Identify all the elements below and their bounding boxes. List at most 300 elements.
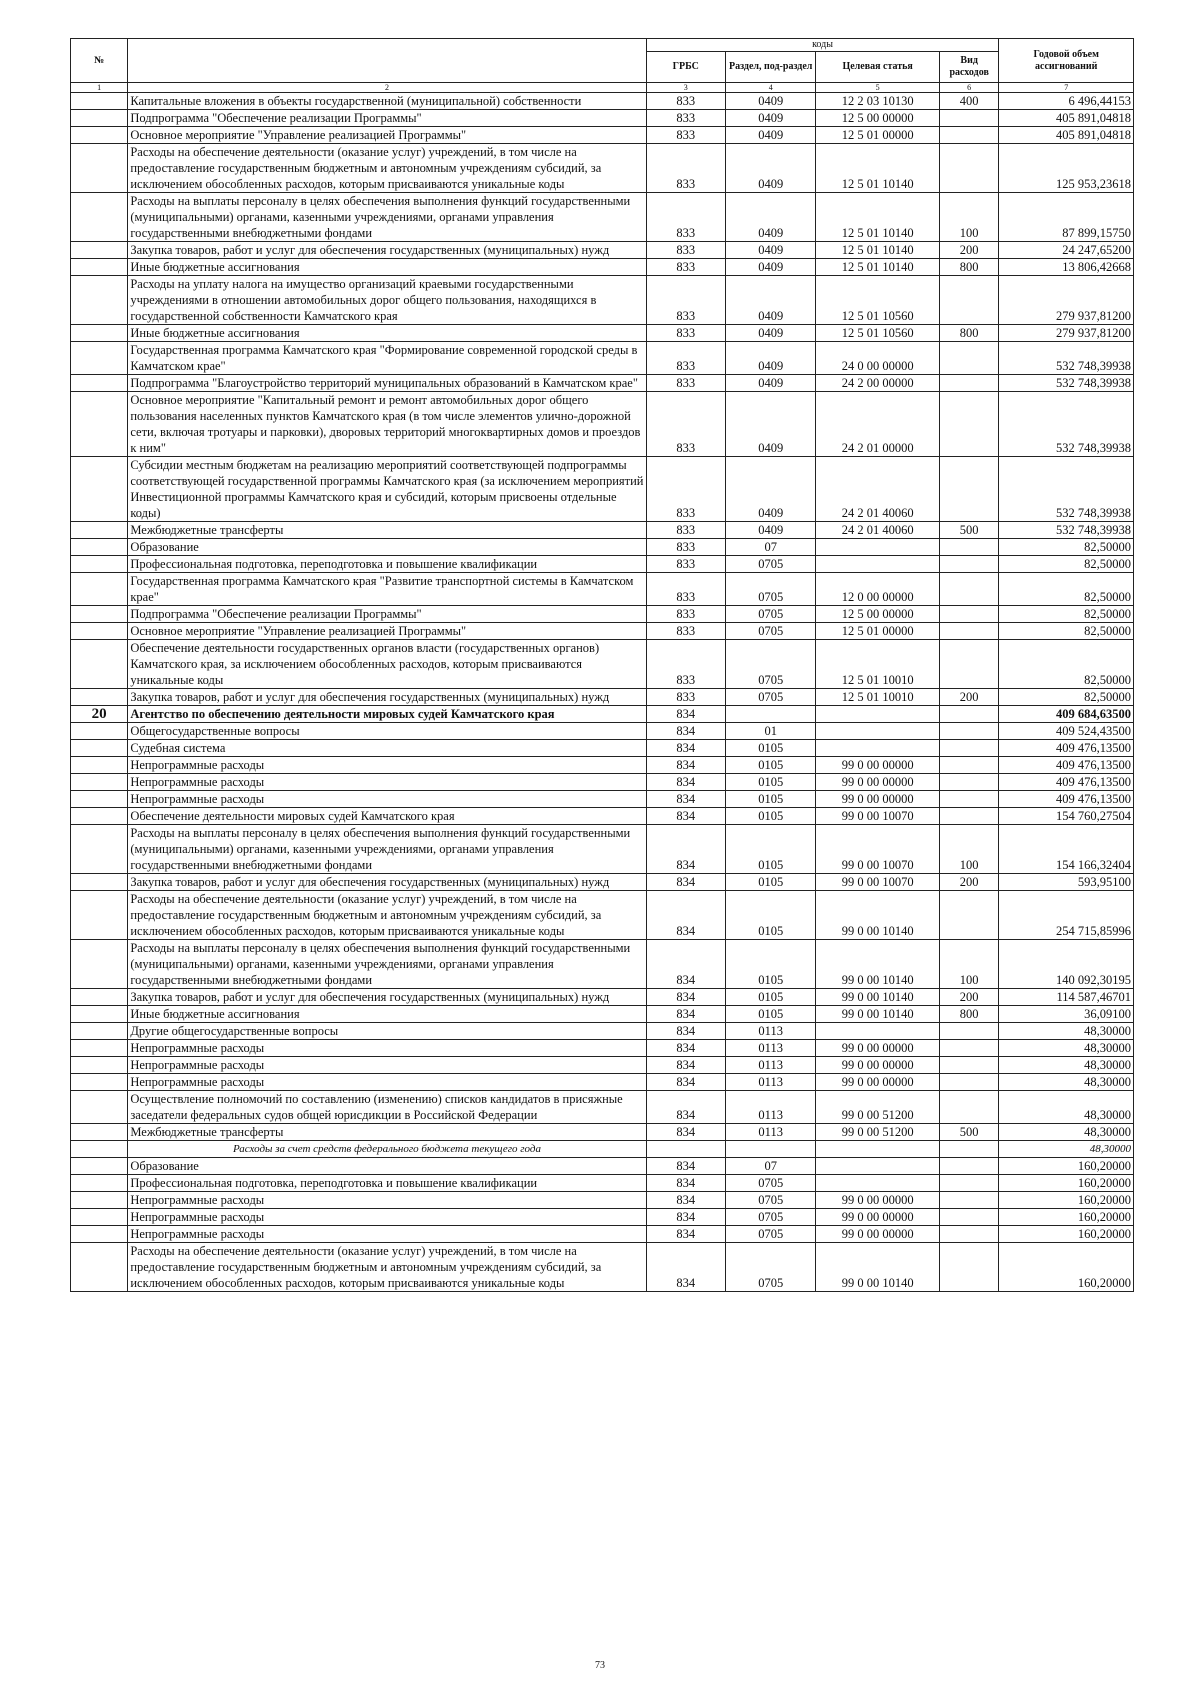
row-number: [71, 110, 128, 127]
row-number: [71, 1141, 128, 1158]
table-row: [71, 1006, 1134, 1023]
row-grbs: 834: [646, 989, 725, 1006]
row-target-code: [816, 1141, 940, 1158]
row-number: [71, 457, 128, 522]
row-number: [71, 1209, 128, 1226]
table-row: [71, 1175, 1134, 1192]
row-number: [71, 1074, 128, 1091]
table-row: [71, 640, 1134, 689]
row-grbs: 834: [646, 1175, 725, 1192]
table-row: [71, 1040, 1134, 1057]
row-target-code: 12 5 01 10140: [816, 193, 940, 242]
row-amount: 160,20000: [999, 1192, 1134, 1209]
row-name: Подпрограмма "Благоустройство территорий муниципальных образований в Камчатском крае": [128, 375, 646, 392]
row-razdel: 0705: [725, 1226, 815, 1243]
row-grbs: 833: [646, 392, 725, 457]
row-number: [71, 723, 128, 740]
row-name: Расходы на обеспечение деятельности (оказание услуг) учреждений, в том числе на предоставление государственным бюджетным и автономным учреждениям субсидий, за исключением обособленных расходов, которым присваиваются уникальные коды: [128, 891, 646, 940]
row-target-code: 12 5 00 00000: [816, 110, 940, 127]
row-number: [71, 774, 128, 791]
row-grbs: 834: [646, 1158, 725, 1175]
row-expense-type: 800: [939, 325, 999, 342]
row-name: Расходы на уплату налога на имущество организаций краевыми государственными учреждениями в отношении автомобильных дорог общего пользования, находящихся в государственной собственности Камчатского края: [128, 276, 646, 325]
row-target-code: 12 5 01 00000: [816, 623, 940, 640]
row-expense-type: [939, 276, 999, 325]
table-row: [71, 1074, 1134, 1091]
row-expense-type: [939, 1141, 999, 1158]
row-name: Основное мероприятие "Управление реализацией Программы": [128, 127, 646, 144]
row-name: Судебная система: [128, 740, 646, 757]
row-target-code: 12 5 01 00000: [816, 127, 940, 144]
table-row: [71, 791, 1134, 808]
row-target-code: [816, 1158, 940, 1175]
row-expense-type: 800: [939, 1006, 999, 1023]
row-number: [71, 342, 128, 375]
row-number: [71, 276, 128, 325]
row-grbs: 833: [646, 276, 725, 325]
row-target-code: 24 2 01 00000: [816, 392, 940, 457]
table-row: [71, 127, 1134, 144]
row-target-code: 99 0 00 00000: [816, 1040, 940, 1057]
row-amount: 409 476,13500: [999, 757, 1134, 774]
row-grbs: 834: [646, 1124, 725, 1141]
budget-document: [70, 38, 1134, 1292]
row-grbs: 834: [646, 1226, 725, 1243]
row-amount: 82,50000: [999, 640, 1134, 689]
row-expense-type: [939, 891, 999, 940]
row-razdel: 0105: [725, 874, 815, 891]
row-number: [71, 1226, 128, 1243]
row-number: [71, 539, 128, 556]
table-row: [71, 891, 1134, 940]
row-amount: 160,20000: [999, 1243, 1134, 1292]
row-grbs: 834: [646, 1192, 725, 1209]
row-razdel: 0105: [725, 740, 815, 757]
row-target-code: 99 0 00 00000: [816, 757, 940, 774]
row-expense-type: 500: [939, 1124, 999, 1141]
row-expense-type: [939, 808, 999, 825]
row-amount: 114 587,46701: [999, 989, 1134, 1006]
row-name: Расходы на выплаты персоналу в целях обеспечения выполнения функций государственными (муниципальными) органами, казенными учреждениями, органами управления государственными внебюджетными фондами: [128, 825, 646, 874]
row-razdel: 0705: [725, 623, 815, 640]
table-row: [71, 573, 1134, 606]
row-target-code: 12 5 00 00000: [816, 606, 940, 623]
row-number: [71, 1023, 128, 1040]
row-grbs: 834: [646, 1091, 725, 1124]
row-number: [71, 874, 128, 891]
row-amount: 409 476,13500: [999, 740, 1134, 757]
row-expense-type: [939, 1192, 999, 1209]
row-target-code: [816, 723, 940, 740]
row-grbs: 833: [646, 259, 725, 276]
row-amount: 160,20000: [999, 1175, 1134, 1192]
row-amount: 125 953,23618: [999, 144, 1134, 193]
row-amount: 82,50000: [999, 539, 1134, 556]
row-expense-type: [939, 127, 999, 144]
table-row: [71, 1243, 1134, 1292]
table-row: [71, 193, 1134, 242]
row-grbs: 834: [646, 891, 725, 940]
row-grbs: 834: [646, 825, 725, 874]
row-grbs: 833: [646, 375, 725, 392]
row-number: [71, 623, 128, 640]
row-amount: 6 496,44153: [999, 93, 1134, 110]
row-number: [71, 1175, 128, 1192]
row-expense-type: 100: [939, 825, 999, 874]
row-amount: 48,30000: [999, 1040, 1134, 1057]
row-amount: 409 684,63500: [999, 706, 1134, 723]
row-grbs: 833: [646, 127, 725, 144]
table-row: [71, 522, 1134, 539]
row-grbs: 833: [646, 573, 725, 606]
row-expense-type: [939, 1023, 999, 1040]
table-row: [71, 689, 1134, 706]
row-amount: 140 092,30195: [999, 940, 1134, 989]
row-grbs: 834: [646, 757, 725, 774]
row-name: Расходы на обеспечение деятельности (оказание услуг) учреждений, в том числе на предоставление государственным бюджетным и автономным учреждениям субсидий, за исключением обособленных расходов, которым присваиваются уникальные коды: [128, 1243, 646, 1292]
row-target-code: [816, 740, 940, 757]
row-name: Основное мероприятие "Капитальный ремонт и ремонт автомобильных дорог общего пользования населенных пунктов Камчатского края (в том числе элементов улично-дорожной сети, включая тротуары и парковки), дворовых территорий многоквартирных домов и проездов к ним": [128, 392, 646, 457]
row-target-code: 99 0 00 10140: [816, 891, 940, 940]
row-number: [71, 259, 128, 276]
row-amount: 87 899,15750: [999, 193, 1134, 242]
row-number: [71, 689, 128, 706]
row-razdel: 01: [725, 723, 815, 740]
row-razdel: 0105: [725, 825, 815, 874]
row-razdel: 0705: [725, 1192, 815, 1209]
row-expense-type: 200: [939, 989, 999, 1006]
row-expense-type: [939, 1243, 999, 1292]
table-row: [71, 259, 1134, 276]
row-grbs: 834: [646, 791, 725, 808]
row-grbs: 834: [646, 1209, 725, 1226]
row-razdel: 0409: [725, 325, 815, 342]
row-grbs: 834: [646, 1074, 725, 1091]
row-name: Непрограммные расходы: [128, 1074, 646, 1091]
row-name: Расходы на выплаты персоналу в целях обеспечения выполнения функций государственными (муниципальными) органами, казенными учреждениями, органами управления государственными внебюджетными фондами: [128, 193, 646, 242]
table-row: [71, 539, 1134, 556]
row-razdel: [725, 706, 815, 723]
row-grbs: 834: [646, 1057, 725, 1074]
row-razdel: 0113: [725, 1040, 815, 1057]
table-row: [71, 1091, 1134, 1124]
row-target-code: 24 2 00 00000: [816, 375, 940, 392]
row-number: [71, 1040, 128, 1057]
row-amount: 24 247,65200: [999, 242, 1134, 259]
row-target-code: 12 5 01 10140: [816, 242, 940, 259]
row-amount: 279 937,81200: [999, 325, 1134, 342]
row-target-code: 24 2 01 40060: [816, 522, 940, 539]
row-number: [71, 325, 128, 342]
row-expense-type: 200: [939, 689, 999, 706]
row-razdel: 0113: [725, 1124, 815, 1141]
row-grbs: 834: [646, 706, 725, 723]
row-grbs: 833: [646, 606, 725, 623]
header-kody: коды: [646, 39, 999, 52]
row-number: [71, 757, 128, 774]
row-name: Расходы за счет средств федерального бюджета текущего года: [128, 1141, 646, 1158]
row-target-code: 12 5 01 10560: [816, 325, 940, 342]
row-amount: 532 748,39938: [999, 522, 1134, 539]
row-name: Иные бюджетные ассигнования: [128, 259, 646, 276]
row-target-code: 99 0 00 00000: [816, 791, 940, 808]
row-grbs: 833: [646, 193, 725, 242]
table-row: [71, 774, 1134, 791]
row-grbs: 833: [646, 342, 725, 375]
row-target-code: 12 5 01 10140: [816, 259, 940, 276]
row-grbs: 833: [646, 522, 725, 539]
row-razdel: 0409: [725, 375, 815, 392]
row-target-code: 12 5 01 10010: [816, 689, 940, 706]
row-amount: 82,50000: [999, 689, 1134, 706]
row-amount: 160,20000: [999, 1226, 1134, 1243]
row-name: Образование: [128, 539, 646, 556]
table-row: [71, 723, 1134, 740]
row-amount: 409 524,43500: [999, 723, 1134, 740]
row-expense-type: [939, 1074, 999, 1091]
table-body: [71, 93, 1134, 1292]
row-number: [71, 242, 128, 259]
row-name: Непрограммные расходы: [128, 1192, 646, 1209]
header-name: [128, 39, 646, 83]
row-grbs: 833: [646, 110, 725, 127]
row-target-code: 99 0 00 51200: [816, 1124, 940, 1141]
row-grbs: 833: [646, 144, 725, 193]
row-expense-type: [939, 1226, 999, 1243]
row-expense-type: 500: [939, 522, 999, 539]
row-expense-type: [939, 706, 999, 723]
row-razdel: 0705: [725, 1243, 815, 1292]
table-row: [71, 874, 1134, 891]
row-name: Агентство по обеспечению деятельности мировых судей Камчатского края: [128, 706, 646, 723]
row-number: [71, 891, 128, 940]
row-name: Основное мероприятие "Управление реализацией Программы": [128, 623, 646, 640]
row-amount: 154 166,32404: [999, 825, 1134, 874]
row-expense-type: [939, 774, 999, 791]
header-godovoi: Годовой объем ассигнований: [999, 39, 1134, 83]
row-name: Подпрограмма "Обеспечение реализации Программы": [128, 110, 646, 127]
row-amount: 160,20000: [999, 1158, 1134, 1175]
row-name: Осуществление полномочий по составлению (изменению) списков кандидатов в присяжные заседатели федеральных судов общей юрисдикции в Российской Федерации: [128, 1091, 646, 1124]
row-razdel: 0705: [725, 640, 815, 689]
row-grbs: 834: [646, 940, 725, 989]
row-razdel: 0409: [725, 259, 815, 276]
row-razdel: 0705: [725, 573, 815, 606]
table-row: [71, 276, 1134, 325]
index-row: [71, 83, 1134, 93]
row-grbs: 833: [646, 242, 725, 259]
row-grbs: 834: [646, 1023, 725, 1040]
row-expense-type: [939, 606, 999, 623]
table-row: [71, 342, 1134, 375]
row-amount: 48,30000: [999, 1074, 1134, 1091]
row-razdel: 0409: [725, 93, 815, 110]
row-amount: 409 476,13500: [999, 774, 1134, 791]
row-name: Иные бюджетные ассигнования: [128, 325, 646, 342]
row-grbs: 834: [646, 808, 725, 825]
row-number: [71, 1006, 128, 1023]
row-grbs: 833: [646, 539, 725, 556]
row-name: Государственная программа Камчатского края "Формирование современной городской среды в Камчатском крае": [128, 342, 646, 375]
row-expense-type: 200: [939, 874, 999, 891]
row-target-code: [816, 706, 940, 723]
row-razdel: 07: [725, 539, 815, 556]
row-name: Иные бюджетные ассигнования: [128, 1006, 646, 1023]
row-grbs: 834: [646, 723, 725, 740]
table-row: [71, 623, 1134, 640]
row-razdel: [725, 1141, 815, 1158]
index-cell: 3: [646, 83, 725, 93]
row-expense-type: [939, 392, 999, 457]
row-amount: 82,50000: [999, 623, 1134, 640]
row-number: [71, 193, 128, 242]
row-amount: 48,30000: [999, 1023, 1134, 1040]
row-amount: 532 748,39938: [999, 392, 1134, 457]
row-target-code: 24 2 01 40060: [816, 457, 940, 522]
table-row: [71, 1192, 1134, 1209]
table-row: [71, 1023, 1134, 1040]
header-razdel: Раздел, под-раздел: [725, 52, 815, 83]
row-amount: 405 891,04818: [999, 127, 1134, 144]
row-expense-type: [939, 539, 999, 556]
row-razdel: 0705: [725, 689, 815, 706]
index-cell: 5: [816, 83, 940, 93]
row-grbs: 833: [646, 457, 725, 522]
row-target-code: 99 0 00 00000: [816, 774, 940, 791]
row-target-code: 99 0 00 10140: [816, 1006, 940, 1023]
row-target-code: 99 0 00 10140: [816, 989, 940, 1006]
row-expense-type: [939, 723, 999, 740]
table-row: [71, 325, 1134, 342]
row-name: Непрограммные расходы: [128, 757, 646, 774]
row-expense-type: [939, 640, 999, 689]
row-grbs: 834: [646, 740, 725, 757]
row-target-code: 99 0 00 00000: [816, 1192, 940, 1209]
row-razdel: 0705: [725, 556, 815, 573]
row-target-code: 99 0 00 00000: [816, 1209, 940, 1226]
row-razdel: 07: [725, 1158, 815, 1175]
table-row: [71, 1124, 1134, 1141]
table-row: [71, 375, 1134, 392]
row-expense-type: 100: [939, 940, 999, 989]
row-expense-type: [939, 144, 999, 193]
row-grbs: 834: [646, 1040, 725, 1057]
row-number: [71, 640, 128, 689]
row-razdel: 0105: [725, 791, 815, 808]
row-name: Закупка товаров, работ и услуг для обеспечения государственных (муниципальных) нужд: [128, 989, 646, 1006]
row-amount: 254 715,85996: [999, 891, 1134, 940]
row-razdel: 0105: [725, 989, 815, 1006]
row-number: [71, 144, 128, 193]
row-name: Непрограммные расходы: [128, 791, 646, 808]
row-target-code: 24 0 00 00000: [816, 342, 940, 375]
row-razdel: 0113: [725, 1023, 815, 1040]
row-number: [71, 825, 128, 874]
row-target-code: 12 5 01 10560: [816, 276, 940, 325]
row-expense-type: 400: [939, 93, 999, 110]
row-number: [71, 1158, 128, 1175]
row-target-code: 99 0 00 00000: [816, 1074, 940, 1091]
row-name: Закупка товаров, работ и услуг для обеспечения государственных (муниципальных) нужд: [128, 689, 646, 706]
row-razdel: 0409: [725, 110, 815, 127]
row-expense-type: [939, 457, 999, 522]
row-name: Профессиональная подготовка, переподготовка и повышение квалификации: [128, 1175, 646, 1192]
row-name: Обеспечение деятельности мировых судей Камчатского края: [128, 808, 646, 825]
row-name: Непрограммные расходы: [128, 1057, 646, 1074]
index-cell: 7: [999, 83, 1134, 93]
row-number: [71, 808, 128, 825]
row-name: Расходы на выплаты персоналу в целях обеспечения выполнения функций государственными (муниципальными) органами, казенными учреждениями, органами управления государственными внебюджетными фондами: [128, 940, 646, 989]
row-amount: 48,30000: [999, 1124, 1134, 1141]
row-razdel: 0105: [725, 808, 815, 825]
table-row: [71, 1209, 1134, 1226]
row-target-code: [816, 539, 940, 556]
row-razdel: 0409: [725, 193, 815, 242]
row-target-code: [816, 1175, 940, 1192]
row-name: Профессиональная подготовка, переподготовка и повышение квалификации: [128, 556, 646, 573]
row-grbs: 833: [646, 689, 725, 706]
row-name: Подпрограмма "Обеспечение реализации Программы": [128, 606, 646, 623]
table-row: [71, 606, 1134, 623]
row-razdel: 0105: [725, 774, 815, 791]
row-number: [71, 791, 128, 808]
row-number: [71, 375, 128, 392]
row-razdel: 0409: [725, 276, 815, 325]
row-target-code: 12 2 03 10130: [816, 93, 940, 110]
row-number: [71, 989, 128, 1006]
row-expense-type: [939, 757, 999, 774]
row-amount: 48,30000: [999, 1091, 1134, 1124]
row-number: [71, 93, 128, 110]
index-cell: 6: [939, 83, 999, 93]
table-row: [71, 93, 1134, 110]
row-grbs: 833: [646, 640, 725, 689]
row-amount: 593,95100: [999, 874, 1134, 891]
row-name: Непрограммные расходы: [128, 774, 646, 791]
table-row: [71, 740, 1134, 757]
row-target-code: [816, 556, 940, 573]
row-name: Межбюджетные трансферты: [128, 522, 646, 539]
row-razdel: 0105: [725, 891, 815, 940]
row-razdel: 0705: [725, 606, 815, 623]
row-name: Другие общегосударственные вопросы: [128, 1023, 646, 1040]
row-amount: 532 748,39938: [999, 342, 1134, 375]
row-razdel: 0409: [725, 127, 815, 144]
table-row: [71, 392, 1134, 457]
row-grbs: 833: [646, 325, 725, 342]
row-amount: 532 748,39938: [999, 375, 1134, 392]
row-number: [71, 522, 128, 539]
header-num: №: [71, 39, 128, 83]
row-expense-type: [939, 110, 999, 127]
table-row: [71, 706, 1134, 723]
row-expense-type: [939, 1040, 999, 1057]
row-grbs: 834: [646, 1243, 725, 1292]
row-number: [71, 1124, 128, 1141]
row-target-code: 99 0 00 10140: [816, 1243, 940, 1292]
row-razdel: 0409: [725, 522, 815, 539]
row-amount: 154 760,27504: [999, 808, 1134, 825]
row-number: [71, 740, 128, 757]
row-razdel: 0105: [725, 1006, 815, 1023]
row-expense-type: [939, 1091, 999, 1124]
table-row: [71, 1226, 1134, 1243]
row-target-code: 12 5 01 10140: [816, 144, 940, 193]
row-target-code: 99 0 00 00000: [816, 1226, 940, 1243]
row-target-code: 12 5 01 10010: [816, 640, 940, 689]
row-name: Государственная программа Камчатского края "Развитие транспортной системы в Камчатском крае": [128, 573, 646, 606]
row-expense-type: [939, 1158, 999, 1175]
